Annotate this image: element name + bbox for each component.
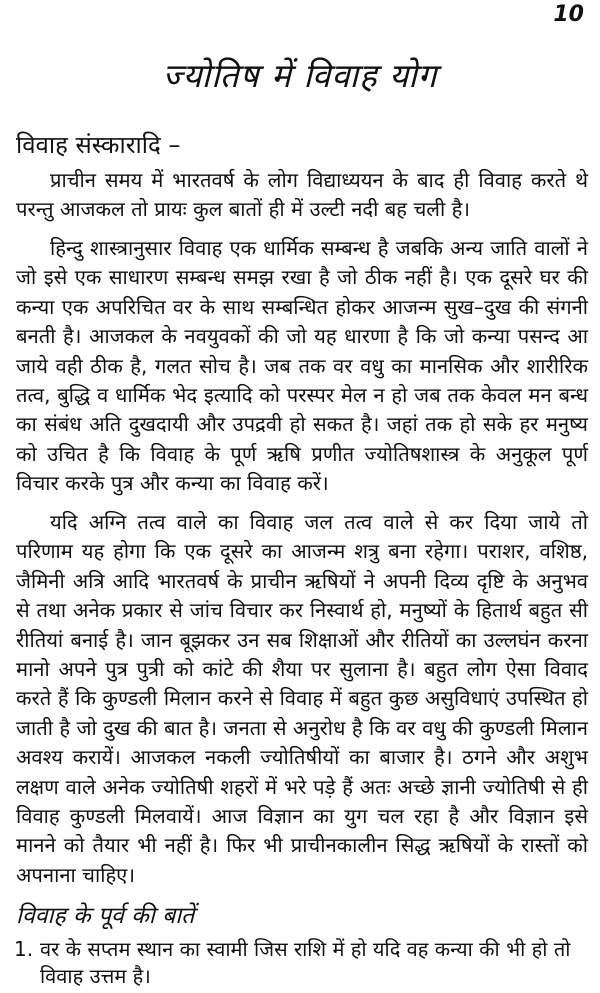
- list-item-number: 1.: [14, 937, 34, 961]
- paragraph-3: यदि अग्नि तत्व वाले का विवाह जल तत्व वाले से कर दिया जाये तो परिणाम यह होगा कि एक दूसरे का आजन्म शत्रु बना रहेगा। पराशर, वशिष्ठ, जैमिनी अत्रि आदि भारतवर्ष के प्राचीन ऋषियों ने अपनी दिव्य दृष्टि के अनुभव से तथा अनेक प्रकार से जांच विचार कर निस्वार्थ हो, मनुष्यों के हितार्थ बहुत सी रीतियां बनाई है। जान बूझकर उन सब शिक्षाओं और रीतियों का उल्लघंन करना मानो अपने पुत्र पुत्री को कांटे की शैया पर सुलाना है। बहुत लोग ऐसा विवाद करते हैं कि कुण्डली मिलान करने से विवाह में बहुत कुछ असुविधाएं उपस्थित हो जाती है जो दुख की बात है। जनता से अनुरोध है कि वर वधु की कुण्डली मिलान अवश्य करायें। आजकल नकली ज्योतिषीयों का बाजार है। ठगने और अशुभ लक्षण वाले अनेक ज्योतिषी शहरों में भरे पड़े हैं अतः अच्छे ज्ञानी ज्योतिषी से ही विवाह कुण्डली मिलवायें। आज विज्ञान का युग चल रहा है और विज्ञान इसे मानने को तैयार भी नहीं है। फिर भी प्राचीनकालीन सिद्ध ऋषियों के रास्तों को अपनाना चाहिए।: [16, 510, 588, 887]
- section-heading: विवाह संस्कारादि –: [16, 131, 181, 159]
- paragraph-2: हिन्दु शास्त्रानुसार विवाह एक धार्मिक सम्बन्ध है जबकि अन्य जाति वालों ने जो इसे एक साधारण सम्बन्ध समझ रखा है जो ठीक नहीं है। एक दूसरे घर की कन्या एक अपरिचित वर के साथ सम्बन्धित होकर आजन्म सुख–दुख की संगनी बनती है। आजकल के नवयुवकों की जो यह धारणा है कि जो कन्या पसन्द आ जाये वही ठीक है, गलत सोच है। जब तक वर वधु का मानसिक और शारीरिक तत्व, बुद्धि व धार्मिक भेद इत्यादि को परस्पर मेल न हो जब तक केवल मन बन्ध का संबंध अति दुखदायी और उपद्रवी हो सकत है। जहां तक हो सके हर मनुष्य को उचित है कि विवाह के पूर्ण ऋषि प्रणीत ज्योतिषशास्त्र के अनुकूल पूर्ण विचार करके पुत्र और कन्या का विवाह करें।: [16, 236, 588, 496]
- chapter-title: ज्योतिष में विवाह योग: [162, 56, 438, 95]
- page-number: 10: [553, 2, 584, 27]
- sub-heading: विवाह के पूर्व की बातें: [16, 903, 195, 929]
- list-item-text: वर के सप्तम स्थान का स्वामी जिस राशि में हो यदि वह कन्या की भी हो तो विवाह उत्तम है।: [40, 937, 571, 988]
- paragraph-1: प्राचीन समय में भारतवर्ष के लोग विद्याध्ययन के बाद ही विवाह करते थे परन्तु आजकल तो प्रायः कुल बातों ही में उल्टी नदी बह चली है।: [16, 168, 588, 222]
